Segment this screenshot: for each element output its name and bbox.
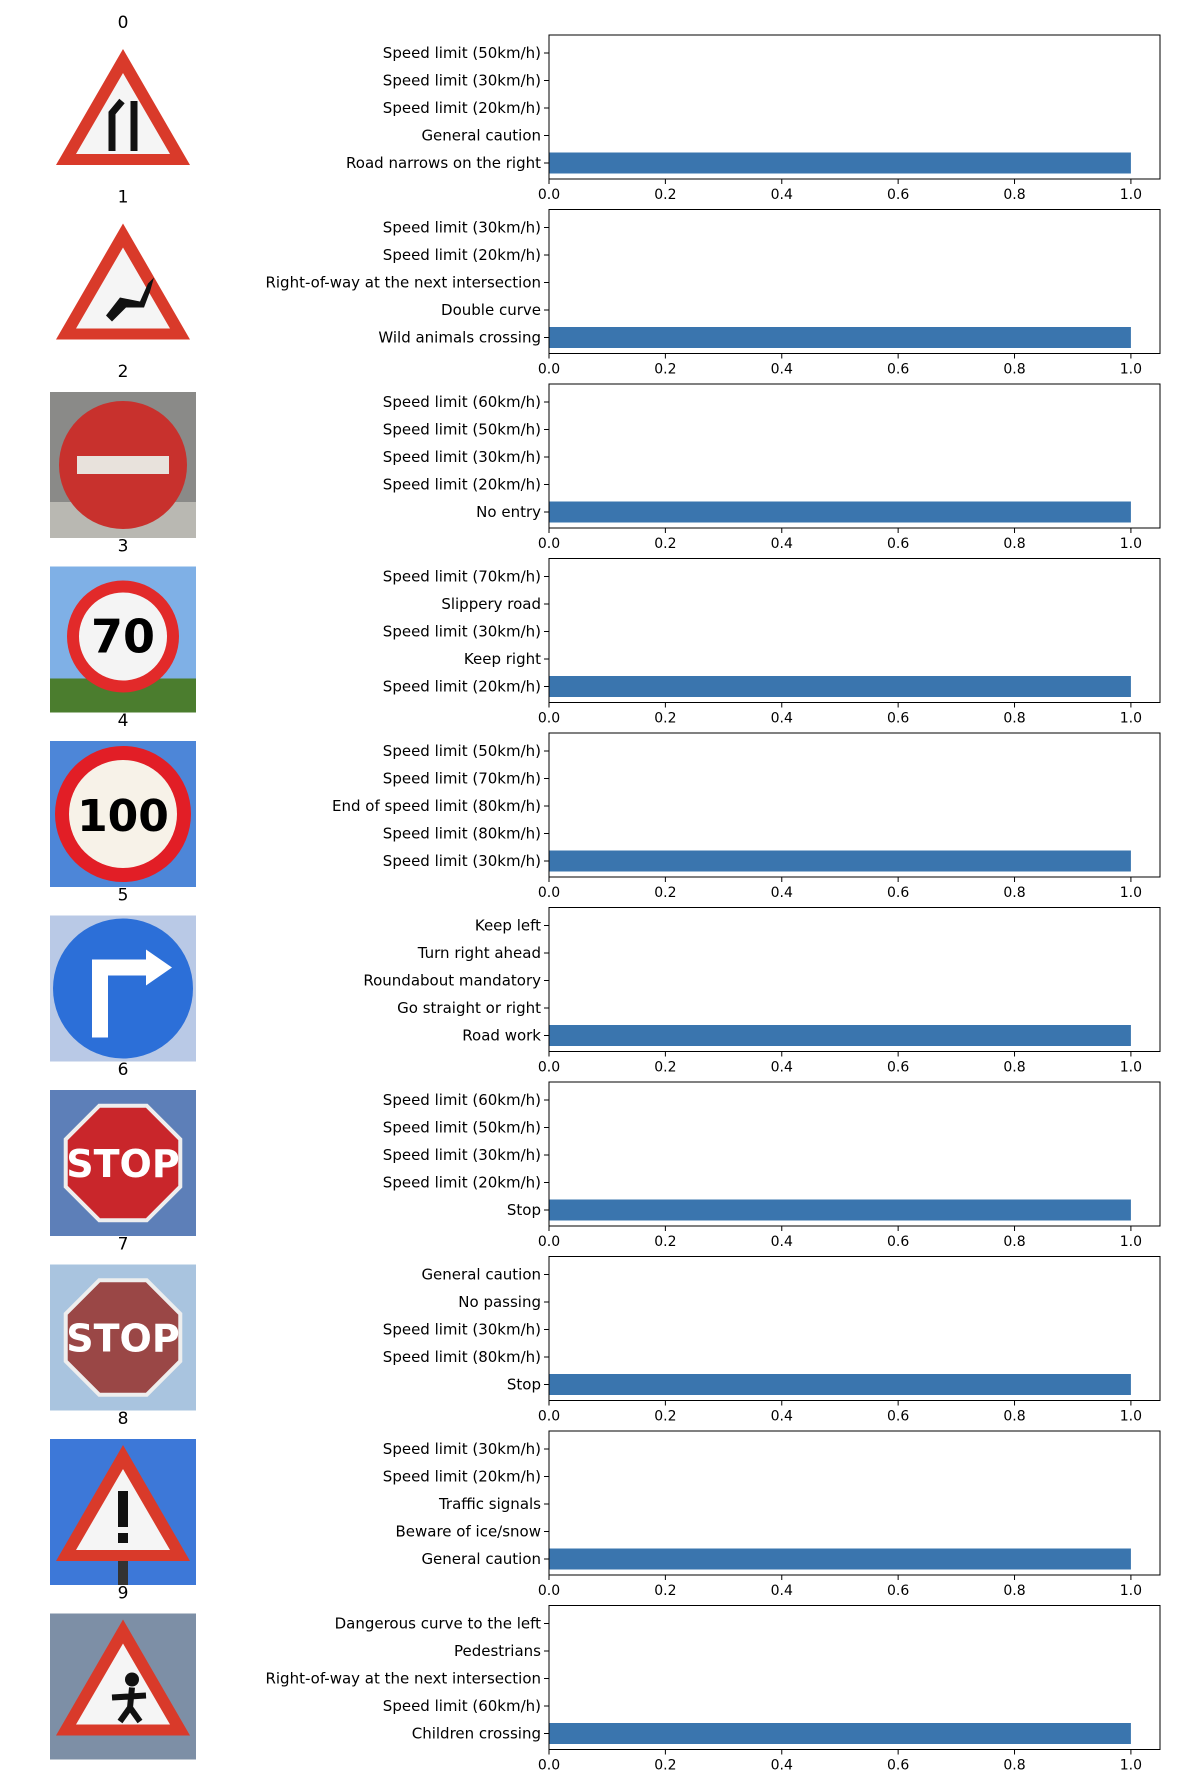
sign-title: 6 xyxy=(117,1060,129,1080)
category-label: Pedestrians xyxy=(453,1642,541,1660)
x-tick-label: 0.6 xyxy=(887,1583,910,1599)
no-entry-bar xyxy=(77,456,169,474)
category-label: Speed limit (70km/h) xyxy=(382,567,541,586)
category-label: Speed limit (60km/h) xyxy=(382,393,541,411)
category-label: Speed limit (80km/h) xyxy=(382,1348,541,1366)
category-label: Speed limit (50km/h) xyxy=(382,742,541,760)
sign-pole xyxy=(118,1561,128,1585)
sign-title: 4 xyxy=(117,711,129,731)
x-tick-label: 0.0 xyxy=(537,885,561,901)
bar xyxy=(549,327,1131,348)
category-label: Children crossing xyxy=(411,1724,541,1743)
x-tick-label: 0.2 xyxy=(654,536,677,552)
sign-title: 1 xyxy=(117,187,129,208)
x-tick-label: 0.4 xyxy=(770,1583,793,1599)
chart-panel xyxy=(50,1584,1160,1774)
category-label: Speed limit (30km/h) xyxy=(382,1146,541,1164)
category-label: Speed limit (30km/h) xyxy=(382,71,541,90)
category-label: Speed limit (60km/h) xyxy=(382,1091,541,1109)
x-tick-label: 0.0 xyxy=(537,1583,561,1599)
sign-title: 5 xyxy=(117,885,129,906)
x-tick-label: 0.6 xyxy=(887,536,910,552)
category-label: Traffic signals xyxy=(438,1495,541,1513)
general-caution-sign-icon xyxy=(50,1439,196,1585)
category-label: No entry xyxy=(476,503,541,521)
x-tick-label: 0.4 xyxy=(770,1059,793,1076)
sign-title: 8 xyxy=(117,1409,129,1429)
sign-word: STOP xyxy=(66,1142,180,1186)
category-label: Speed limit (20km/h) xyxy=(382,246,541,264)
sign-number: 100 xyxy=(77,791,169,842)
category-label: Speed limit (50km/h) xyxy=(382,420,541,439)
category-label: Stop xyxy=(506,1201,541,1219)
category-label: End of speed limit (80km/h) xyxy=(332,797,541,815)
x-tick-label: 1.0 xyxy=(1119,361,1143,378)
category-label: Speed limit (20km/h) xyxy=(382,475,541,494)
x-tick-label: 1.0 xyxy=(1119,710,1143,727)
x-tick-label: 0.2 xyxy=(654,1583,677,1599)
x-tick-label: 0.2 xyxy=(654,885,677,901)
category-label: Roundabout mandatory xyxy=(363,971,541,990)
category-label: Dangerous curve to the left xyxy=(334,1614,541,1633)
chart-panel xyxy=(50,362,1160,552)
x-tick-label: 0.6 xyxy=(887,187,910,203)
category-label: Speed limit (50km/h) xyxy=(382,44,541,62)
sign-title: 9 xyxy=(117,1583,129,1604)
chart-panel xyxy=(50,188,1160,378)
category-label: Speed limit (20km/h) xyxy=(382,677,541,696)
x-tick-label: 0.2 xyxy=(654,1757,677,1774)
x-tick-label: 1.0 xyxy=(1119,1234,1143,1250)
x-tick-label: 0.8 xyxy=(1003,710,1026,727)
child-head xyxy=(125,1673,139,1687)
x-tick-label: 0.2 xyxy=(654,187,677,203)
x-tick-label: 0.8 xyxy=(1003,1583,1026,1599)
x-tick-label: 0.6 xyxy=(887,885,910,901)
bar xyxy=(549,502,1131,523)
x-tick-label: 0.4 xyxy=(770,187,793,203)
x-tick-label: 0.4 xyxy=(770,1234,793,1250)
bar xyxy=(549,1200,1131,1221)
category-label: Turn right ahead xyxy=(417,944,541,962)
x-tick-label: 0.6 xyxy=(887,1757,910,1774)
x-tick-label: 1.0 xyxy=(1119,885,1143,901)
turn-right-sign-icon xyxy=(50,916,196,1062)
stop-sign-icon xyxy=(50,1090,196,1236)
x-tick-label: 0.4 xyxy=(770,710,793,727)
category-label: Double curve xyxy=(441,301,541,319)
bar xyxy=(549,1723,1131,1744)
x-tick-label: 0.4 xyxy=(770,1408,793,1425)
category-label: Speed limit (70km/h) xyxy=(382,769,541,788)
category-label: Speed limit (50km/h) xyxy=(382,1118,541,1137)
category-label: Wild animals crossing xyxy=(378,328,541,347)
sign-word: STOP xyxy=(66,1316,180,1361)
chart-panel xyxy=(50,886,1160,1076)
x-tick-label: 0.8 xyxy=(1003,187,1026,203)
category-label: Speed limit (30km/h) xyxy=(382,852,541,870)
x-tick-label: 0.4 xyxy=(770,361,793,378)
children-crossing-sign-icon xyxy=(50,1614,196,1760)
bar xyxy=(549,851,1131,872)
x-tick-label: 0.0 xyxy=(537,1234,561,1250)
bar xyxy=(549,676,1131,697)
category-label: No passing xyxy=(458,1293,541,1311)
category-label: General caution xyxy=(421,1265,541,1284)
category-label: Speed limit (30km/h) xyxy=(382,448,541,466)
x-tick-label: 0.4 xyxy=(770,536,793,552)
x-tick-label: 0.0 xyxy=(537,187,561,203)
no-entry-sign-icon xyxy=(50,392,196,538)
x-tick-label: 0.0 xyxy=(537,1757,561,1774)
category-label: Speed limit (20km/h) xyxy=(382,99,541,117)
x-tick-label: 0.4 xyxy=(770,885,793,901)
category-label: General caution xyxy=(421,126,541,145)
x-tick-label: 0.2 xyxy=(654,710,677,727)
category-label: General caution xyxy=(421,1550,541,1568)
x-tick-label: 0.0 xyxy=(537,536,561,552)
speed-limit-100-sign-icon xyxy=(50,741,196,887)
category-label: Speed limit (30km/h) xyxy=(382,218,541,237)
sign-title: 7 xyxy=(117,1234,129,1255)
category-label: Right-of-way at the next intersection xyxy=(265,1669,541,1688)
x-tick-label: 0.8 xyxy=(1003,1408,1026,1425)
road-narrows-right-sign-icon xyxy=(50,43,196,189)
category-label: Slippery road xyxy=(441,595,541,613)
x-tick-label: 1.0 xyxy=(1119,1583,1143,1599)
category-label: Keep left xyxy=(474,916,541,935)
x-tick-label: 0.8 xyxy=(1003,885,1026,901)
x-tick-label: 0.0 xyxy=(537,1408,561,1425)
bar xyxy=(549,1025,1131,1046)
bar xyxy=(549,1374,1131,1395)
chart-panel xyxy=(50,1060,1160,1250)
x-tick-label: 0.8 xyxy=(1003,1234,1026,1250)
x-tick-label: 0.0 xyxy=(537,361,561,378)
x-tick-label: 1.0 xyxy=(1119,1408,1143,1425)
bar xyxy=(549,1549,1131,1570)
category-label: Stop xyxy=(506,1375,541,1394)
sign-title: 0 xyxy=(117,13,129,33)
wild-animals-crossing-sign-icon xyxy=(50,218,196,364)
x-tick-label: 0.0 xyxy=(537,710,561,727)
category-label: Go straight or right xyxy=(397,999,541,1017)
category-label: Speed limit (60km/h) xyxy=(382,1697,541,1715)
x-tick-label: 1.0 xyxy=(1119,187,1143,203)
x-tick-label: 0.2 xyxy=(654,1234,677,1250)
x-tick-label: 0.2 xyxy=(654,361,677,378)
category-label: Speed limit (20km/h) xyxy=(382,1173,541,1192)
x-tick-label: 0.6 xyxy=(887,710,910,727)
x-tick-label: 0.6 xyxy=(887,361,910,378)
bar xyxy=(549,153,1131,174)
x-tick-label: 0.0 xyxy=(537,1059,561,1076)
category-label: Road narrows on the right xyxy=(346,154,541,172)
exclamation-dot xyxy=(118,1533,128,1543)
category-label: Speed limit (20km/h) xyxy=(382,1467,541,1486)
x-tick-label: 1.0 xyxy=(1119,1757,1143,1774)
x-tick-label: 0.2 xyxy=(654,1059,677,1076)
exclamation-bar xyxy=(118,1491,128,1527)
x-tick-label: 1.0 xyxy=(1119,1059,1143,1076)
category-label: Road work xyxy=(462,1026,541,1045)
sign-title: 3 xyxy=(117,536,129,557)
x-tick-label: 0.2 xyxy=(654,1408,677,1425)
chart-panel xyxy=(50,1235,1160,1425)
category-label: Speed limit (30km/h) xyxy=(382,1320,541,1339)
x-tick-label: 0.8 xyxy=(1003,1757,1026,1774)
category-label: Keep right xyxy=(463,650,541,668)
category-label: Speed limit (30km/h) xyxy=(382,1440,541,1458)
x-tick-label: 0.6 xyxy=(887,1059,910,1076)
category-label: Speed limit (30km/h) xyxy=(382,622,541,641)
chart-panel xyxy=(50,711,1160,901)
sign-disc xyxy=(53,919,193,1059)
category-label: Beware of ice/snow xyxy=(395,1522,541,1541)
stop-sign-icon xyxy=(50,1265,196,1411)
category-label: Right-of-way at the next intersection xyxy=(265,273,541,292)
x-tick-label: 0.8 xyxy=(1003,1059,1026,1076)
x-tick-label: 1.0 xyxy=(1119,536,1143,552)
x-tick-label: 0.4 xyxy=(770,1757,793,1774)
x-tick-label: 0.6 xyxy=(887,1234,910,1250)
x-tick-label: 0.8 xyxy=(1003,361,1026,378)
x-tick-label: 0.8 xyxy=(1003,536,1026,552)
category-label: Speed limit (80km/h) xyxy=(382,824,541,843)
x-tick-label: 0.6 xyxy=(887,1408,910,1425)
speed-limit-70-sign-icon xyxy=(50,567,196,713)
chart-panel xyxy=(50,13,1160,203)
sign-title: 2 xyxy=(117,362,129,382)
chart-panel xyxy=(50,1409,1160,1599)
chart-panel xyxy=(50,537,1160,727)
sign-number: 70 xyxy=(90,609,156,664)
